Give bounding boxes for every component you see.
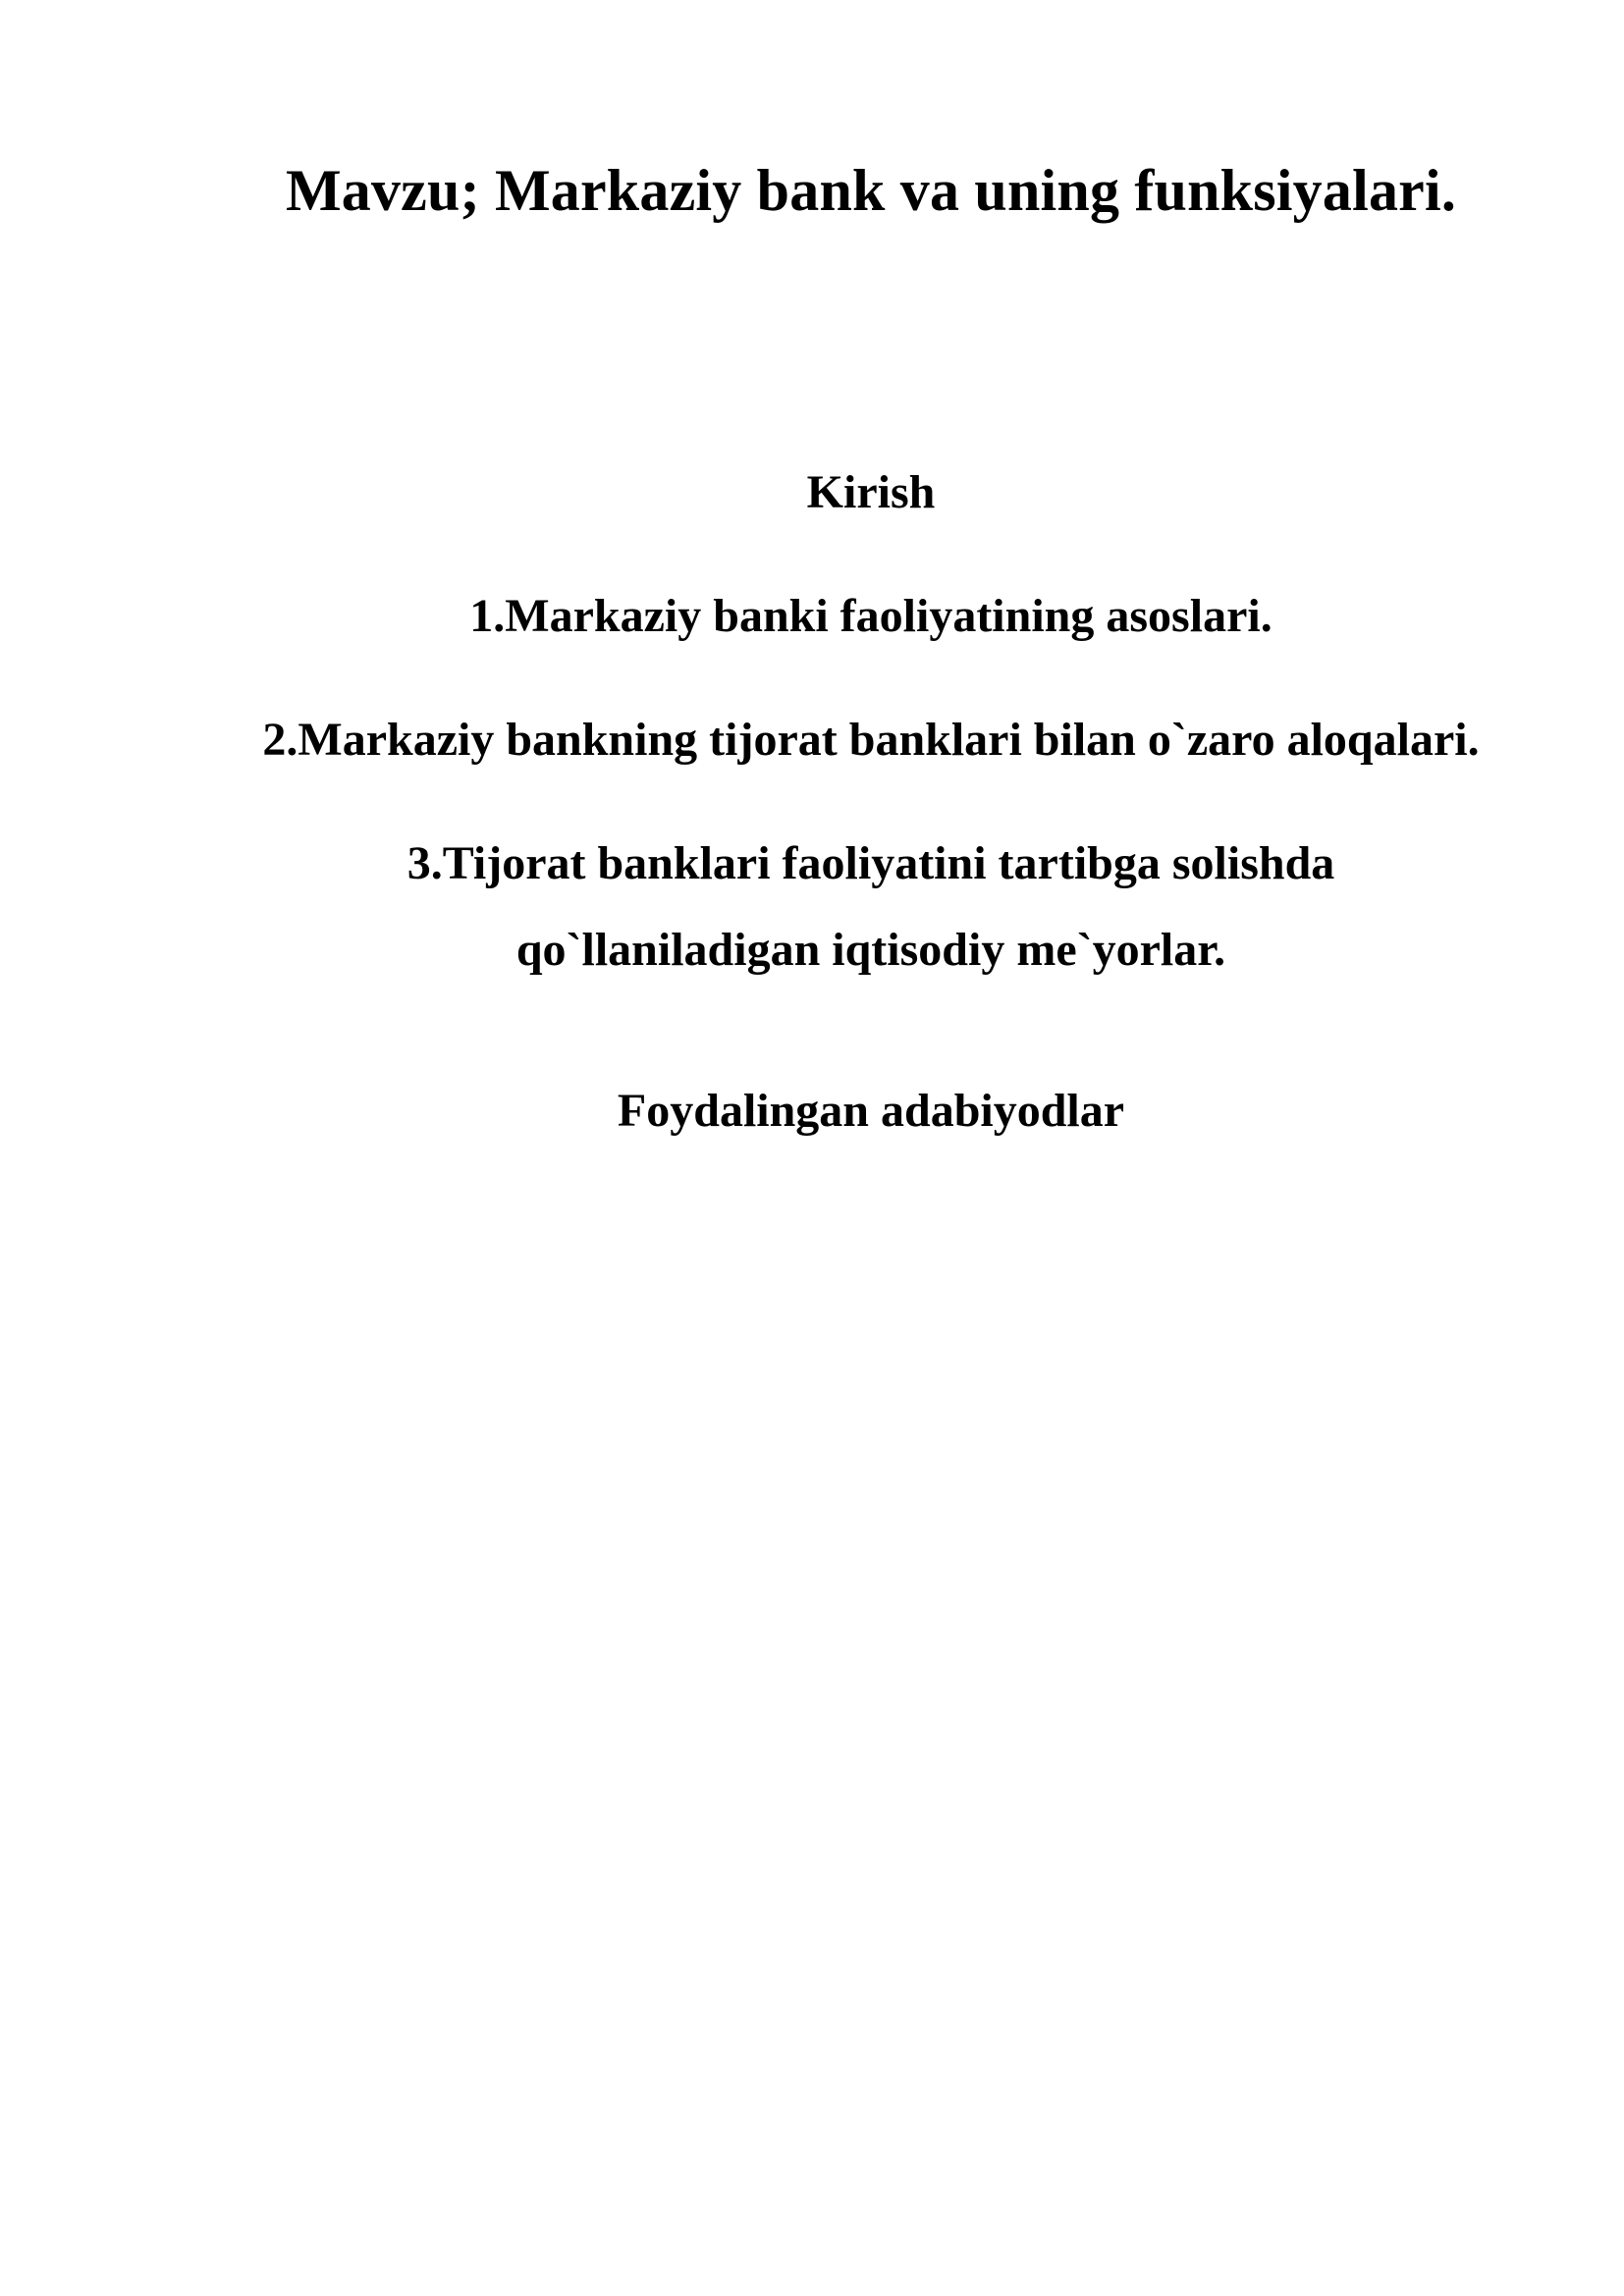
contents-item-3-line-1: 3.Tijorat banklari faoliyatini tartibga solishda: [406, 837, 1335, 889]
contents-item-references: Foydalingan adabiyodlar: [617, 1085, 1125, 1137]
contents-item-intro: Kirish: [806, 466, 936, 518]
contents-item-1: 1.Markaziy banki faoliyatining asoslari.: [469, 590, 1272, 642]
contents-item-3-line-2: qo`llaniladigan iqtisodiy me`yorlar.: [515, 924, 1226, 976]
contents-item-2: 2.Markaziy bankning tijorat banklari bilan o`zaro aloqalari.: [262, 714, 1480, 766]
document-title: Mavzu; Markaziy bank va uning funksiyalari.: [285, 158, 1457, 223]
contents-item-3: [0, 821, 1624, 993]
